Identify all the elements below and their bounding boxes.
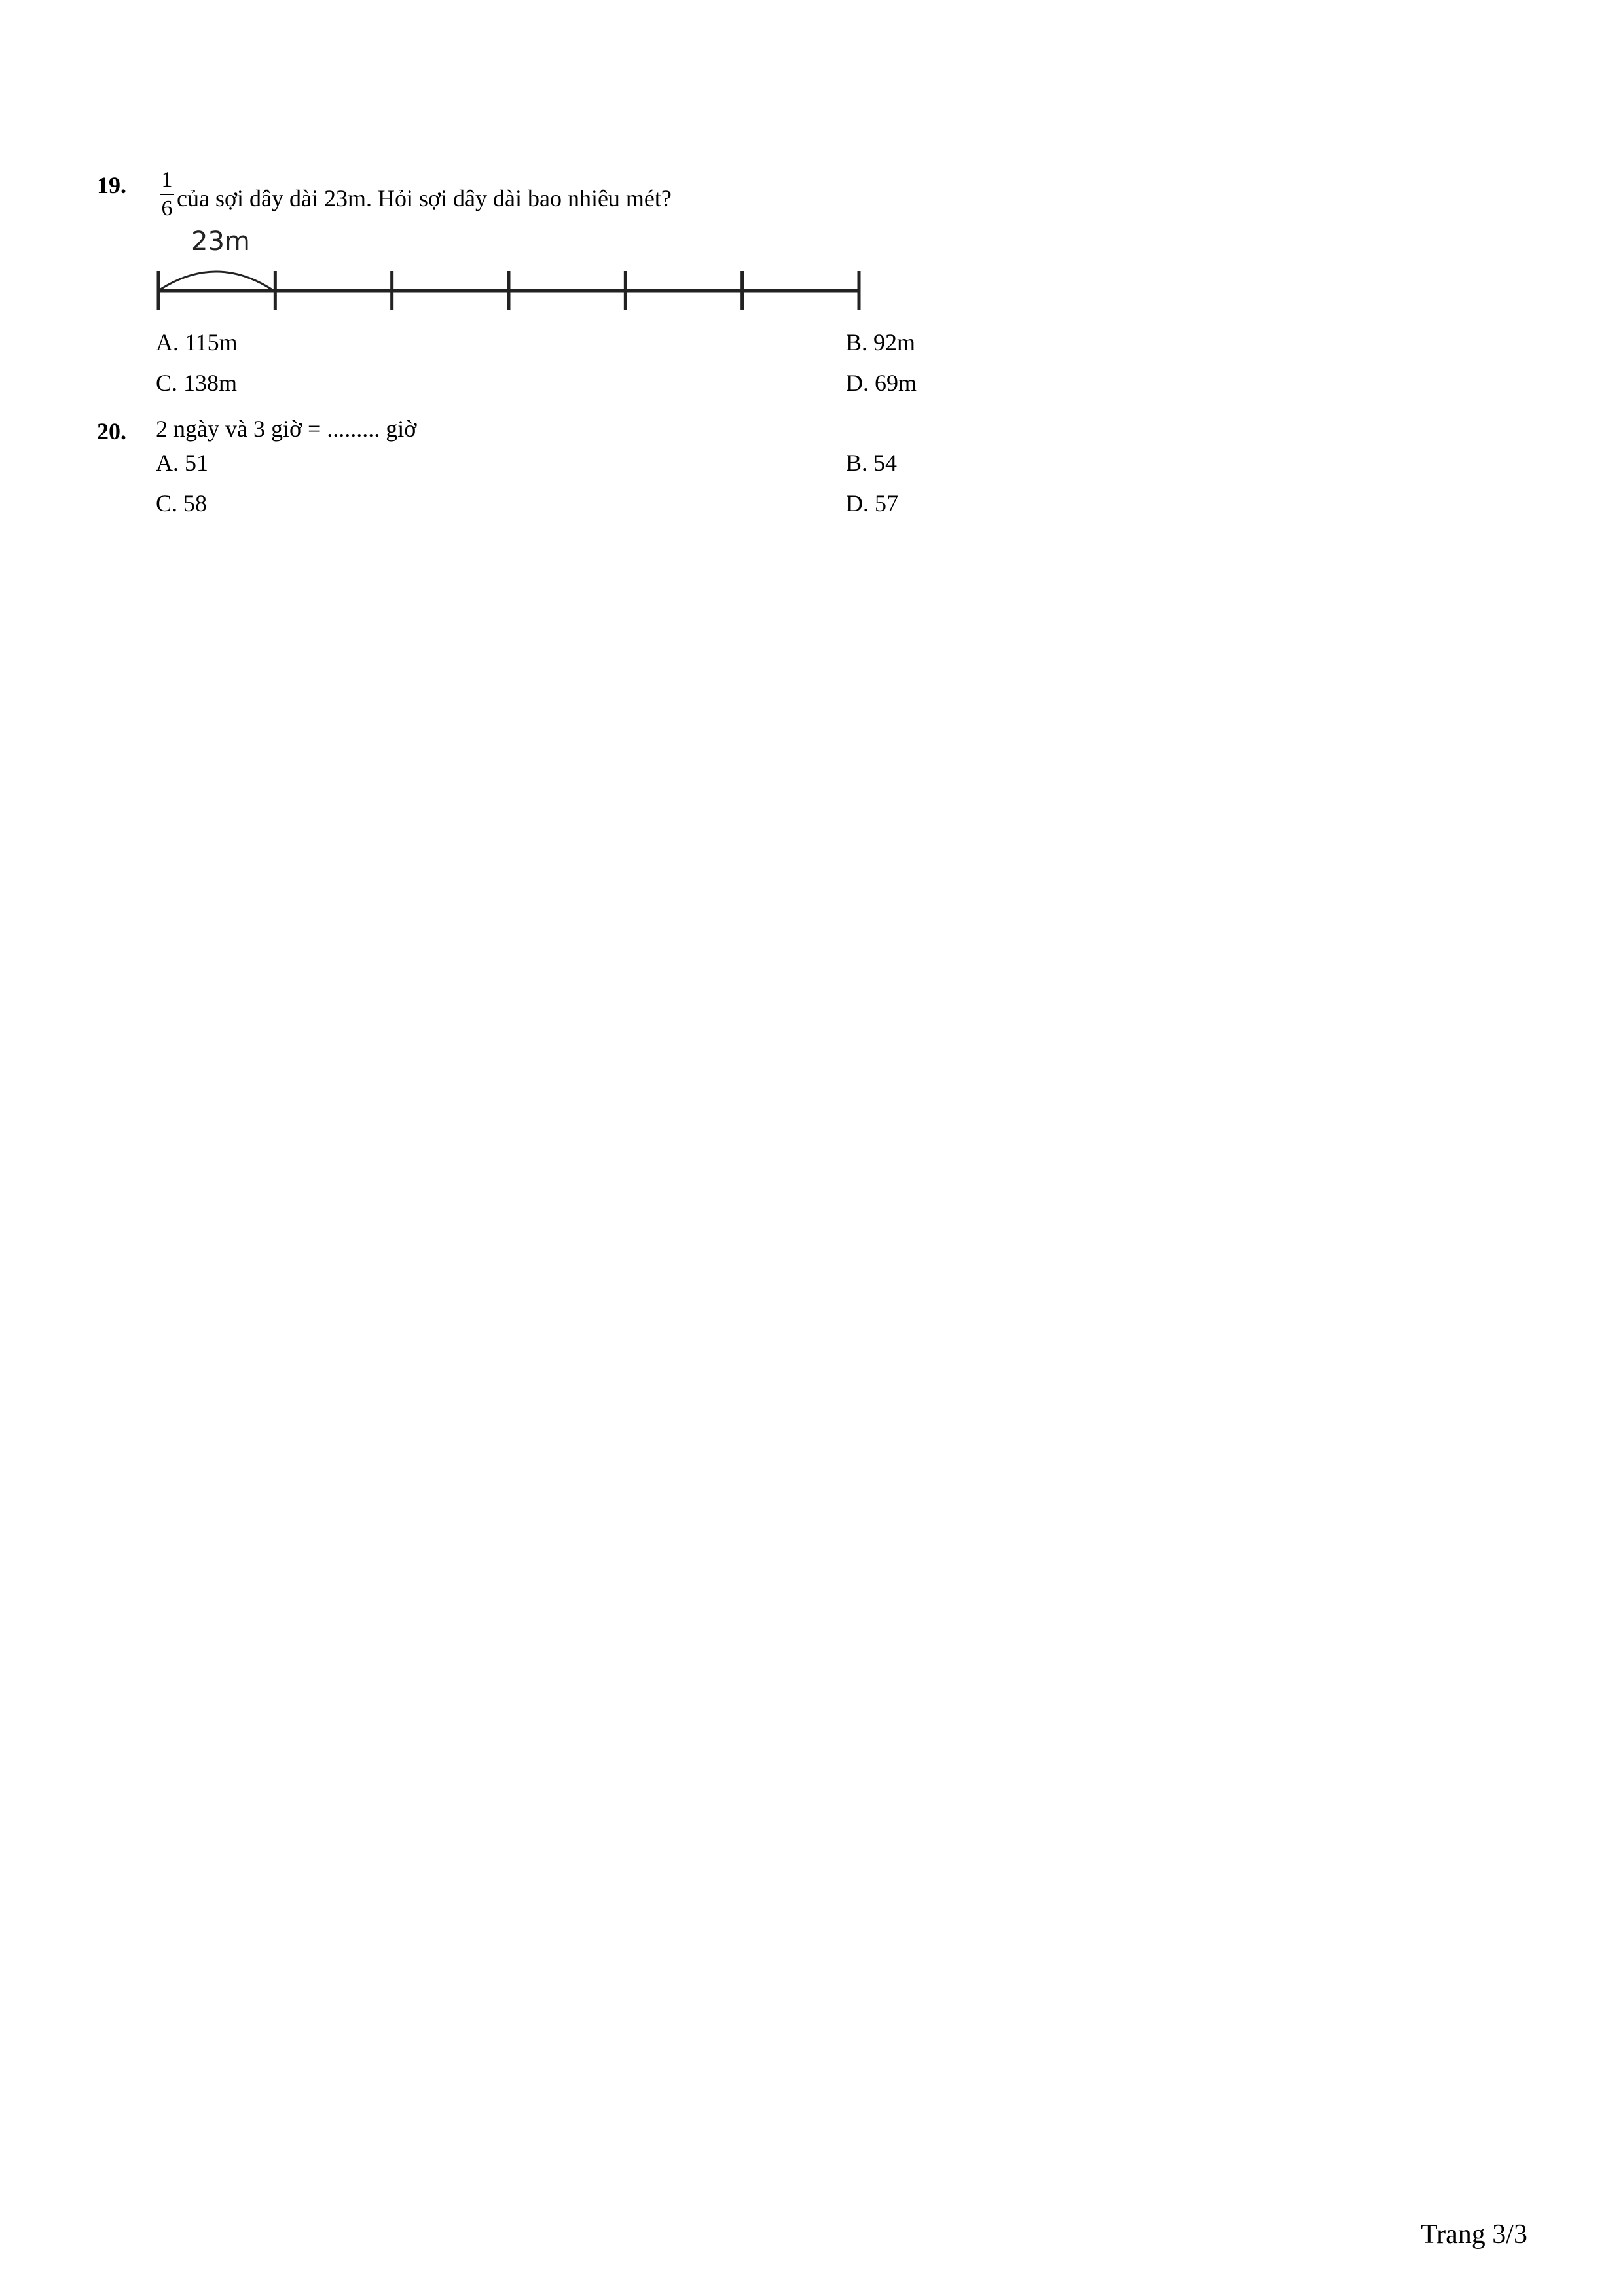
fraction-denominator: 6	[161, 196, 173, 221]
segment-brace	[158, 272, 274, 291]
question-20-option-d[interactable]: D. 57	[846, 490, 898, 516]
question-19-text: của sợi dây dài 23m. Hỏi sợi dây dài bao nhiêu mét?	[177, 185, 672, 211]
fraction-numerator: 1	[161, 168, 173, 192]
rope-segment-label: 23m	[191, 226, 250, 257]
question-20-option-b[interactable]: B. 54	[846, 450, 898, 476]
page-number: Trang 3/3	[1421, 2219, 1527, 2250]
question-20-option-a[interactable]: A. 51	[156, 450, 208, 476]
question-19-option-c[interactable]: C. 138m	[156, 370, 238, 396]
question-19-fraction	[160, 168, 174, 221]
question-19-option-b[interactable]: B. 92m	[846, 329, 916, 355]
rope-diagram	[151, 257, 877, 322]
question-20-text: 2 ngày và 3 giờ = ......... giờ	[156, 416, 417, 442]
question-20-number: 20.	[97, 418, 126, 444]
fraction-bar	[160, 194, 174, 195]
question-19-option-a[interactable]: A. 115m	[156, 329, 238, 355]
question-19-number: 19.	[97, 172, 126, 198]
question-20-option-c[interactable]: C. 58	[156, 490, 208, 516]
question-19-option-d[interactable]: D. 69m	[846, 370, 917, 396]
